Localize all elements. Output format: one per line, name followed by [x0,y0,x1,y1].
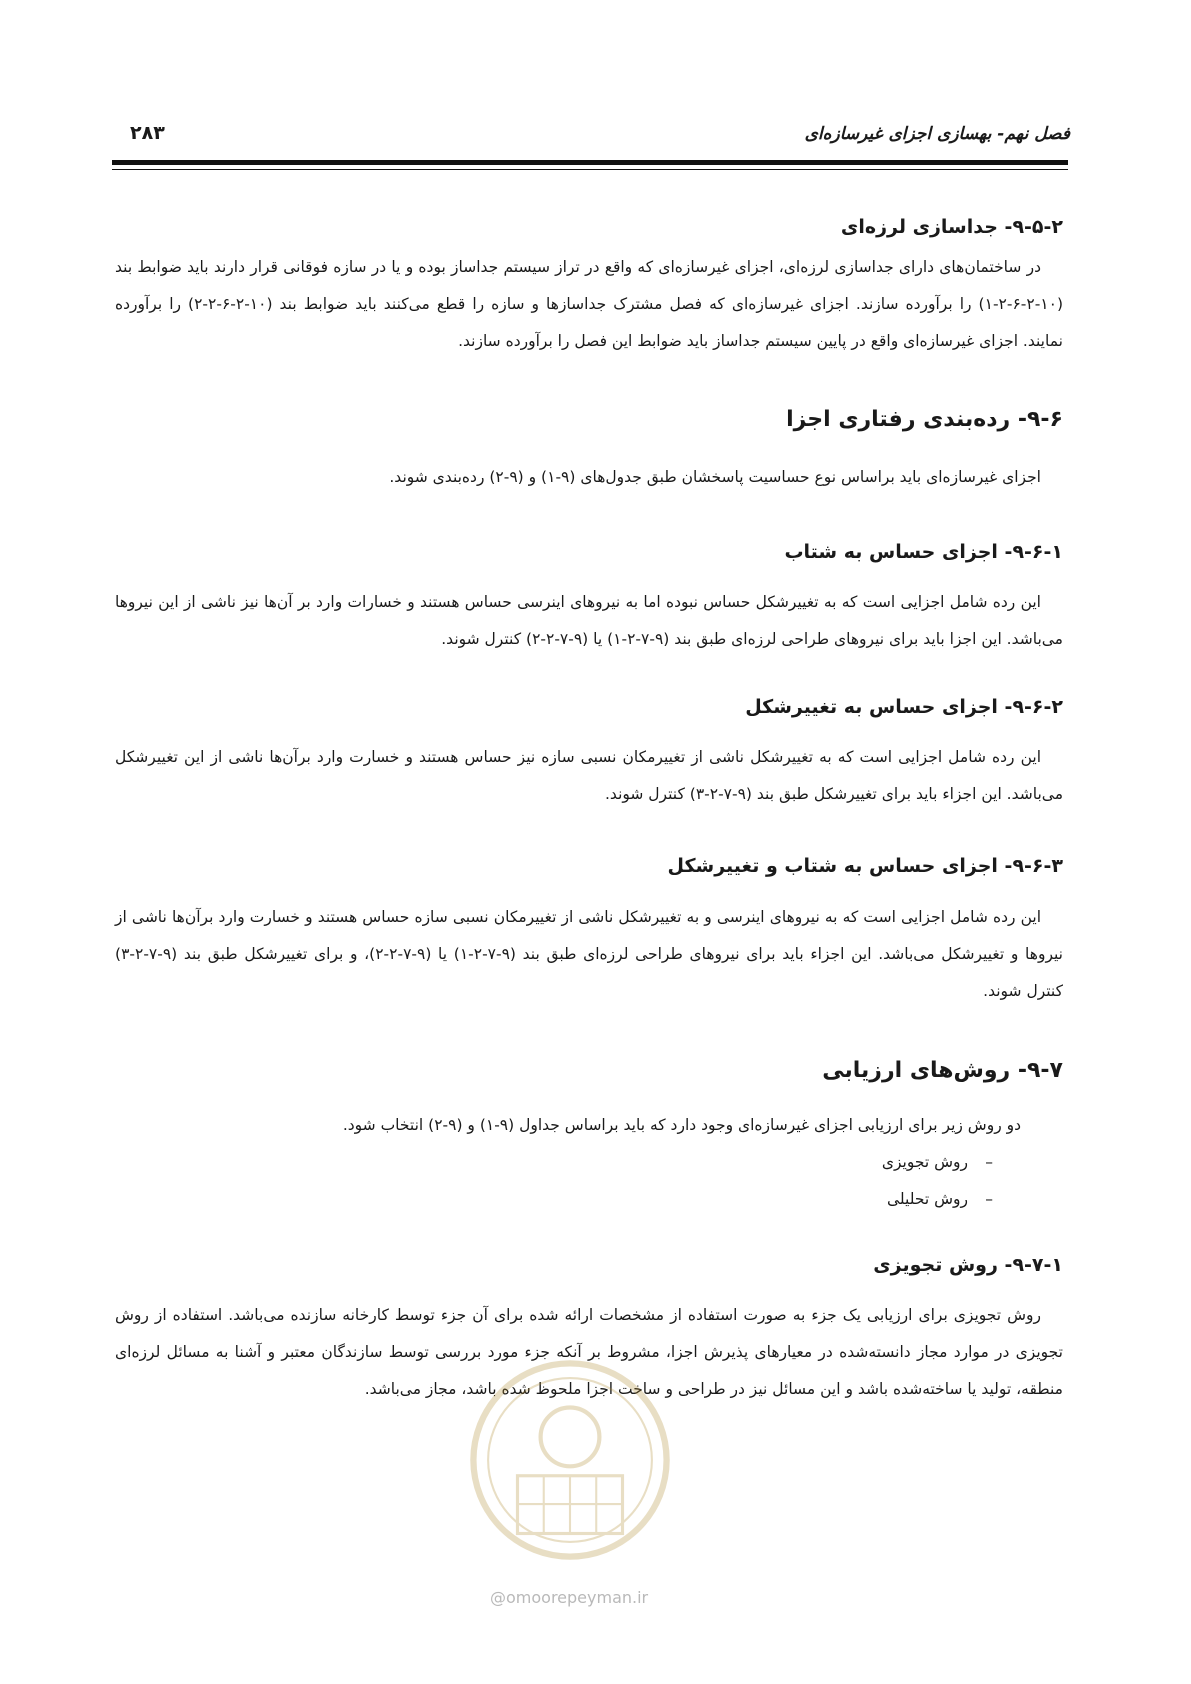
paragraph: در ساختمان‌های دارای جداسازی لرزه‌ای، اجزای غیرسازه‌ای که واقع در تراز سیستم جداساز بوده و یا در سازه فوقانی قرار دارند باید ضوابط بند (۱۰-۲-۶-۲-۱) را برآورده سازند. اجزای غیرسازه‌ای که فصل مشترک جداسازها و سازه را قطع می‌کنند باید ضوابط بند (۱۰-۲-۶-۲-۲) را برآورده نمایند. اجزای غیرسازه‌ای واقع در پایین سیستم جداساز باید ضوابط این فصل را برآورده سازند. [115,258,1064,350]
running-header [120,118,1070,158]
section-heading: ۹-۵-۲- جداسازی لرزه‌ای [840,216,1063,238]
section-9-6-1-body [115,584,1063,658]
paragraph: این رده شامل اجزایی است که به نیروهای اینرسی و به تغییرشکل ناشی از تغییرمکان نسبی سازه حساس هستند و خسارت وارد برآن‌ها ناشی از نیروها و تغییرشکل می‌باشد. این اجزاء باید برای نیروهای طراحی لرزه‌ای طبق بند (۹-۷-۲-۱) یا (۹-۷-۲-۲)، و برای تغییرشکل طبق بند (۹-۷-۲-۳) کنترل شوند. [115,908,1063,1000]
chapter-title: فصل نهم- بهسازی اجزای غیرسازه‌ای [804,124,1070,144]
section-9-6-body [115,459,1063,496]
list-item-text: روش تجویزی [881,1153,968,1171]
list-item [115,1181,1063,1218]
section-9-6-2 [115,696,1063,718]
section-9-7-body [115,1107,1063,1218]
paragraph: روش تجویزی برای ارزیابی یک جزء به صورت استفاده از مشخصات ارائه شده برای آن جزء توسط کارخانه سازنده می‌باشد. استفاده از روش تجویزی در موارد مجاز دانسته‌شده در معیارهای پذیرش اجزا، مشروط بر آنکه جزء مورد بررسی توسط سازندگان معتبر و آشنا به مسائل لرزه‌ای منطقه، تولید یا ساخته‌شده باشد و این مسائل نیز در طراحی و ساخت اجزا ملحوظ شده باشد، مجاز می‌باشد. [115,1306,1063,1398]
section-9-7 [115,1058,1063,1083]
section-heading: ۹-۷-۱- روش تجویزی [873,1254,1063,1276]
section-heading: ۹-۶-۲- اجزای حساس به تغییرشکل [745,696,1063,718]
section-9-6-1 [115,541,1063,563]
section-9-6-3 [115,855,1063,877]
section-9-7-1 [115,1254,1063,1276]
paragraph: این رده شامل اجزایی است که به تغییرشکل ناشی از تغییرمکان نسبی سازه نیز حساس هستند و خسارت وارد برآن‌ها ناشی از این تغییرشکل می‌باشد. این اجزاء باید برای تغییرشکل طبق بند (۹-۷-۲-۳) کنترل شوند. [115,748,1063,803]
header-rule-thick [112,160,1068,165]
section-heading: ۹-۶-۱- اجزای حساس به شتاب [784,541,1063,563]
paragraph: این رده شامل اجزایی است که به تغییرشکل حساس نبوده اما به نیروهای اینرسی حساس هستند و خسارات وارد بر آن‌ها نیز ناشی از این نیروها می‌باشد. این اجزا باید برای نیروهای طراحی لرزه‌ای طبق بند (۹-۷-۲-۱) یا (۹-۷-۲-۲) کنترل شوند. [115,593,1063,648]
watermark-seal [465,1355,675,1565]
section-9-6 [115,407,1063,432]
section-9-6-3-body [115,899,1063,1010]
section-heading: ۹-۶- رده‌بندی رفتاری اجزا [786,407,1063,432]
section-heading: ۹-۷- روش‌های ارزیابی [822,1058,1063,1083]
list-item-text: روش تحلیلی [887,1190,968,1208]
page-number: ۲۸۳ [130,122,165,144]
section-9-6-2-body [115,739,1063,813]
section-9-5-2 [115,216,1063,238]
list-item [115,1144,1063,1181]
watermark-url: @omoorepeyman.ir [490,1588,649,1607]
section-heading: ۹-۶-۳- اجزای حساس به شتاب و تغییرشکل [667,855,1063,877]
paragraph: اجزای غیرسازه‌ای باید براساس نوع حساسیت پاسخشان طبق جدول‌های (۹-۱) و (۹-۲) رده‌بندی شوند. [389,468,1041,486]
paragraph: دو روش زیر برای ارزیابی اجزای غیرسازه‌ای وجود دارد که باید براساس جداول (۹-۱) و (۹-۲) انتخاب شود. [342,1116,1021,1134]
method-list [115,1144,1063,1218]
list-dash: – [985,1153,993,1171]
list-dash: – [985,1190,993,1208]
header-rule-thin [112,169,1068,170]
section-9-5-2-body [115,249,1063,360]
